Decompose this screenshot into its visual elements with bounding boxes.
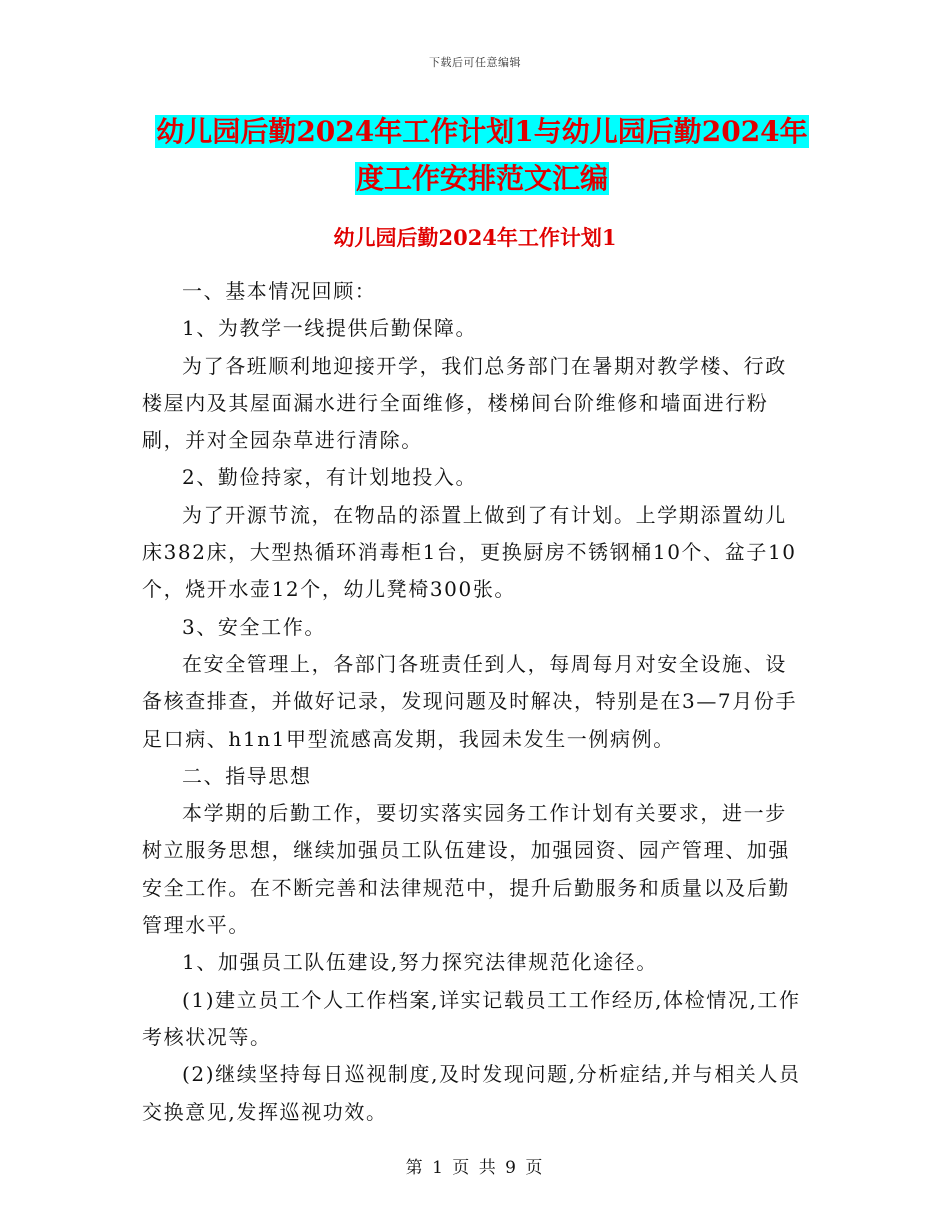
paragraph: 1、为教学一线提供后勤保障。 — [182, 316, 478, 341]
paragraph: 在安全管理上，各部门各班责任到人，每周每月对安全设施、设备核查排查，并做好记录，发现问题及时解决，特别是在3—7月份手足口病、h1n1甲型流感高发期，我园未发生一例病例。 — [142, 651, 798, 751]
paragraph: (1)建立员工个人工作档案,详实记载员工工作经历,体检情况,工作考核状况等。 — [142, 987, 801, 1049]
document-body — [142, 273, 802, 1131]
document-title-line-1: 幼儿园后勤2024年工作计划1与幼儿园后勤2024年 — [156, 115, 808, 148]
paragraph: 为了各班顺利地迎接开学，我们总务部门在暑期对教学楼、行政楼屋内及其屋面漏水进行全面维修，楼梯间台阶维修和墙面进行粉刷，并对全园杂草进行清除。 — [142, 353, 787, 453]
header-note: 下载后可任意编辑 — [429, 56, 521, 69]
paragraph: 2、勤俭持家，有计划地投入。 — [182, 465, 478, 490]
page-footer: 第 1 页 共 9 页 — [405, 1158, 545, 1178]
paragraph: 为了开源节流，在物品的添置上做到了有计划。上学期添置幼儿床382床，大型热循环消毒柜1台，更换厨房不锈钢桶10个、盆子10个，烧开水壶12个，幼儿凳椅300张。 — [142, 502, 797, 602]
paragraph: 二、指导思想 — [182, 763, 312, 788]
section-title: 幼儿园后勤2024年工作计划1 — [333, 225, 617, 250]
paragraph: 本学期的后勤工作，要切实落实园务工作计划有关要求，进一步树立服务思想，继续加强员工队伍建设，加强园资、园产管理、加强安全工作。在不断完善和法律规范中，提升后勤服务和质量以及后勤管理水平。 — [142, 801, 790, 938]
document-title — [142, 108, 822, 202]
paragraph: (2)继续坚持每日巡视制度,及时发现问题,分析症结,并与相关人员交换意见,发挥巡视功效。 — [142, 1062, 801, 1124]
paragraph: 一、基本情况回顾： — [182, 279, 377, 303]
paragraph: 1、加强员工队伍建设,努力探究法律规范化途径。 — [182, 950, 658, 975]
paragraph: 3、安全工作。 — [182, 614, 326, 639]
document-title-line-2: 度工作安排范文汇编 — [355, 162, 608, 195]
